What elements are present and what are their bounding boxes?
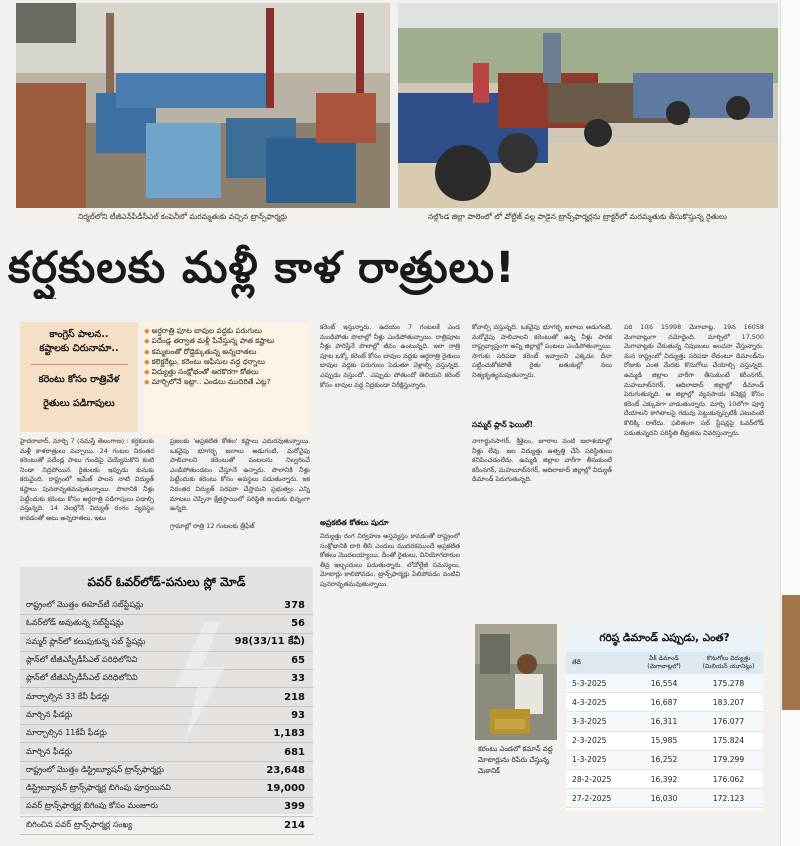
highlights-list xyxy=(144,322,309,434)
power-overload-table xyxy=(20,567,313,831)
power-row-label: రాష్ట్రంలో మొత్తం ఈహెచ్‌టీ సబ్‌స్టేషన్లు xyxy=(26,600,144,610)
power-row-value: 378 xyxy=(284,600,305,612)
photo-caption-right: నల్గొండ జిల్లా పాలెంలో లో వోల్టేజ్‌ వల్ల పాడైన ట్రాన్స్‌ఫార్మర్లను ట్రాక్టర్‌లో మరమ్మతుకు తీసుకొస్తున్న రైతులు xyxy=(428,212,727,221)
demand-purchase-cell: 175.824 xyxy=(712,736,745,746)
kicker-divider xyxy=(30,364,128,365)
power-row-label: మార్చిన ఫీడర్లు xyxy=(26,746,73,756)
power-table-row xyxy=(20,670,313,688)
power-row-label: ఓవర్‌లోడ్‌ అవుతున్న సబ్‌స్టేషన్లు xyxy=(26,618,124,628)
demand-table-title: గరిష్ఠ డిమాండ్‌ ఎప్పుడు, ఎంత? xyxy=(566,624,763,652)
demand-purchase-cell: 176.077 xyxy=(712,716,745,726)
demand-date-cell: 1-3-2025 xyxy=(572,755,607,765)
body-column-4b: నాగార్జునసాగర్‌, శ్రీశైలం, జూరాల వంటి జలాశయాల్లో నీళ్లు లేవు. జల విద్యుత్తు ఉత్పత్తి చేసే పరిస్థితులు కనిపించడంలేదు. ఉమ్మడి జిల్లాల వారీగా తీసుకుంటే కరీంనగర్‌, మహబూబ్‌నగర్‌, ఆదిలాబాద్‌ జిల్లాల్లో విద్యుత్‌ డిమాండ్‌ పెరుగుతున్నది. xyxy=(472,437,612,484)
power-table-row xyxy=(20,798,313,816)
power-row-label: మార్చిన ఫీడర్లు xyxy=(26,709,73,719)
power-row-value: 19,000 xyxy=(266,783,305,795)
demand-peak-cell: 16,554 xyxy=(650,678,678,688)
demand-peak-cell: 15,985 xyxy=(650,736,678,746)
highlight-item: ◆ కమ్మటంతో రోడ్డెక్కుతున్న అన్నదాతలు xyxy=(144,346,257,356)
body-column-3b: విద్యుత్తు రంగ నిర్వహణ అస్తవ్యస్తం కావడంతో రాష్ట్రంలో సంక్షోభానికి దారి తీసి ఎండలు ముదరకముందే అప్రకటిత కోతలు మొదలయ్యాయి. దీంతో రైతులు, వినియోగదారుల తీవ్ర ఇబ్బందులు పడుతున్నారు. లోవోల్టేజీ సమస్యలు, మోటార్లు కాలిపోవడం, ట్రాన్స్‌ఫార్మర్లు పేలిపోవడం వంటివి పునరావృతమవుతున్నాయి. xyxy=(320,532,460,588)
power-table-row xyxy=(20,652,313,670)
demand-purchase-cell: 183.207 xyxy=(712,697,745,707)
body-column-4: కోవాల్సి వస్తున్నది. ఒకవైపు భూగర్భ జలాలు అడుగంటి, మరోవైపు పాలిచాలని కరెంటుతో ఉన్న నీళ్లు పారక రాష్ట్రవ్యాప్తంగా అన్ని జిల్లాల్లో పంటలు ఎండిపోతున్నాయి. సాగుకు సరిపడా కరెంట్‌ ఇవ్వాలని ఎక్కడం దీనా పట్టించుకోకపోతే రైతు బతుకుల్లో నలు నిత్యకృత్యమవుతున్నారు. xyxy=(472,323,612,379)
demand-date-cell: 4-3-2025 xyxy=(572,697,607,707)
adjacent-photo-edge xyxy=(782,595,800,710)
highlight-item: ◆ మార్చిలోనే ఇట్లా.. ఎండలు ముదిరితే ఎట్ల? xyxy=(144,377,271,387)
subhead-unplanned: అప్రకటిత కోతలు షురూ xyxy=(320,518,389,527)
power-row-value: 218 xyxy=(284,691,305,703)
demand-peak-cell: 16,252 xyxy=(650,755,678,765)
highlight-item: ◆ విద్యుత్తు సంక్షోభంతో అరకొరగా కోతలు xyxy=(144,367,259,377)
mechanic-caption: కరంటు ఎండలో కమాన్ వద్ద మోటార్లును రిపేరు చేస్తున్న మెకానిక్ xyxy=(478,745,553,775)
power-table-row xyxy=(20,634,313,652)
header-purchase: కొనుగోలు విద్యుత్తు (మిలియన్‌ యూనిట్లు) xyxy=(702,655,755,670)
demand-date-cell: 3-3-2025 xyxy=(572,716,607,726)
power-row-value: 65 xyxy=(291,655,305,667)
power-row-label: పవర్‌ ట్రాన్స్‌ఫార్మర్ల బిగింపు కోసం మంజూరు xyxy=(26,801,158,811)
power-row-label: డిస్ట్రిబ్యూషన్‌ ట్రాన్స్‌ఫార్మర్ల బిగింపు పూర్తయినవి xyxy=(26,783,171,793)
power-table-row xyxy=(20,707,313,725)
power-table-row xyxy=(20,688,313,706)
power-row-value: 56 xyxy=(291,618,305,630)
header-date: తేదీ xyxy=(572,659,581,666)
demand-date-cell: 2-3-2025 xyxy=(572,736,607,746)
highlight-item: ◆ అర్ధరాత్రి పూట బావుల వద్దకు పరుగులు xyxy=(144,326,263,335)
power-table-row xyxy=(20,615,313,633)
demand-table-row xyxy=(566,693,763,712)
lightning-icon xyxy=(170,622,230,742)
mechanic-photo xyxy=(475,624,557,740)
power-row-value: 93 xyxy=(291,709,305,721)
demand-purchase-cell: 175.278 xyxy=(712,678,745,688)
power-row-value: 1,183 xyxy=(273,728,305,740)
header-peak-demand: పీక్‌ డిమాండ్‌ (మెగావాట్లలో) xyxy=(647,655,681,670)
power-table-row xyxy=(20,743,313,761)
adjacent-column-edge xyxy=(780,0,800,846)
demand-peak-cell: 16,030 xyxy=(650,793,678,803)
power-row-label: ప్లాన్‌లో టీజీఎస్పీడీసీఎల్‌ పరిధిలోనివి xyxy=(26,655,138,665)
power-table-row xyxy=(20,780,313,798)
demand-peak-cell: 16,687 xyxy=(650,697,678,707)
power-row-label: మార్చాల్సిన 33 కేవీ ఫీడర్లు xyxy=(26,691,110,701)
demand-table-row xyxy=(566,751,763,770)
demand-table-row xyxy=(566,712,763,731)
power-table-row xyxy=(20,817,313,835)
demand-purchase-cell: 176.062 xyxy=(712,774,745,784)
tractor-farmers-photo xyxy=(398,3,778,208)
demand-date-cell: 5-3-2025 xyxy=(572,678,607,688)
kicker-line-4: రైతులు పడిగాపులు xyxy=(43,398,115,409)
power-row-value: 98(33/11 కేవీ) xyxy=(234,636,305,648)
peak-demand-table xyxy=(566,624,763,810)
demand-date-cell: 27-2-2025 xyxy=(572,793,612,803)
power-table-row xyxy=(20,597,313,615)
highlight-item: ◆ పదేండ్ల తర్వాత మళ్లీ పేనేస్తున్న పాత కష్టాలు xyxy=(144,336,275,346)
transformer-yard-photo xyxy=(16,3,390,208)
demand-table-row xyxy=(566,789,763,808)
kicker-line-3: కరెంటు కోసం రాత్రివేళ xyxy=(38,374,120,385)
demand-table-header xyxy=(566,652,763,674)
power-table-row xyxy=(20,762,313,780)
kicker-line-2: కష్టాలకు చిరునామా.. xyxy=(39,343,119,354)
power-row-label: సమ్మర్‌ ప్లాన్‌లో కలుపుకున్న సబ్‌ స్టేషన్లు xyxy=(26,636,146,646)
demand-date-cell: 28-2-2025 xyxy=(572,774,612,784)
demand-peak-cell: 16,311 xyxy=(650,716,678,726)
subhead-summer-plan: సమ్మర్‌ ప్లాన్‌ ఫెయిల్‌! xyxy=(472,420,534,429)
power-row-value: 214 xyxy=(284,819,305,831)
power-row-value: 23,648 xyxy=(266,764,305,776)
body-column-3: కరెంట్‌ ఇస్తున్నారు. ఉదయం 7 గంటలకే ఎండ మండిపోతు పొలాల్లో నీళ్లు ఎండిపోతున్నాయి. రాత్రిపూట నీళ్లు పారిస్తేనే పొలాల్లో జీవం ఉంటున్నది. ఇలా రాత్రి పూట ఒక్కో కరెంట్‌ కోసం బావుల వద్దకు అర్ధరాత్రి రైతులు బావుల వద్దకు పరుగులు పెడుతూ వెళ్లాల్సి వస్తున్నది. ఎప్పుడు వస్తుందో.. ఎప్పుడు పోతుందో తెలియని కరెంట్‌ కోసం బావుల వద్ద నిద్రకుండా నిరీక్షిస్తున్నారు. xyxy=(320,323,460,389)
highlight-item: ◆ కలెక్టరేట్లు, కరెంటు ఆఫీసుల వద్ద ధర్నాలు xyxy=(144,356,266,366)
demand-table-row xyxy=(566,732,763,751)
power-row-label: రాష్ట్రంలో మొత్తం డిస్ట్రిబ్యూషన్‌ ట్రాన్స్‌ఫార్మర్లు xyxy=(26,764,164,774)
demand-table-row xyxy=(566,674,763,693)
demand-purchase-cell: 179.299 xyxy=(712,755,745,765)
power-table-row xyxy=(20,725,313,743)
body-column-2: ప్రజలకు 'అప్రకటిత కోతల' కష్టాలు ఎదురవుతున్నాయి. ఒకవైపు భూగర్భ జలాలు అడుగంటి, మరోవైపు పాలిచాలని కరెంటుతో పంటలను నిల్వరించే ఎండిపోతుండటం చేస్తూనే ఉన్నారు. పొలానికి నీళ్లు పెట్టేందుకు కరెంటు కోసం అవస్థలు పడుతున్నారు. ఇక నిరంతర విద్యుత్‌ సరఫరా చేస్తామని ప్రభుత్వం ఎన్ని మాటలు చెప్పినా క్షేత్రస్థాయిలో పరిస్థితి ఇందుకు భిన్నంగా ఉన్నది. గ్రామాల్లో రాత్రి 12 గంటలకు త్రీఫేజ్‌ xyxy=(170,437,310,530)
power-table-title: పవర్‌ ఓవర్‌లోడ్‌-పనులు స్లో మోడ్‌ xyxy=(87,575,246,589)
demand-peak-cell: 16,392 xyxy=(650,774,678,784)
demand-purchase-cell: 172.123 xyxy=(712,793,745,803)
kicker-box xyxy=(20,322,138,432)
body-column-5: పరి 10న 15998 మెగావాట్ల, 19న 16058 మెగావాట్లుగా నమోదైంది. మార్చిలో 17,500 మెగావాట్లకు చేరుతున్న నిపుణులు అంచనా వేస్తున్నారు. మన రాష్ట్రంలో విద్యుత్తు సరిపడా లేదంటూ డిమాండ్‌ను రోజుకు ఎంత మేరకు కొనుగోలు చేయాల్సి వస్తున్నది. ఉమ్మడి జిల్లాల వారీగా తీసుకుంటే కరీంనగర్‌, మహబూబ్‌నగర్‌, ఆదిలాబాద్‌ జిల్లాల్లో డిమాండ్‌ పెరుగుతున్నది. ఆ జిల్లాల్లో వ్యవసాయ కనెక్షన్ల కోసం కరెంట్‌ ఎక్కువగా వాడుతున్నారు. మార్చి 10లోగా పూర్తి దేయాలని కాగితాలపై గడువు పెట్టుకున్నప్పటికీ ఎటువంటి కొలిక్కి రాలేదు. ఫలితంగా సబ్‌ స్టేషన్లపై ఓవర్‌లోడ్‌ పడుతున్నదని పరిస్థితి తీవ్రతను వివరిస్తున్నారు. xyxy=(624,323,764,437)
power-row-label: ప్లాన్‌లో టీజీఎన్పీడీసీఎల్‌ పరిధిలోనివి xyxy=(26,673,138,683)
power-row-value: 681 xyxy=(284,746,305,758)
power-row-value: 33 xyxy=(291,673,305,685)
demand-table-row xyxy=(566,770,763,789)
headline: కర్షకులకు మళ్లీ కాళ రాత్రులు! xyxy=(8,243,516,293)
photo-caption-left: నిర్మల్‌లోని టీజీఎన్‌పీడీసీఎల్‌ కంపెనీలో మరమ్మతుకు వచ్చిన ట్రాన్స్‌ఫార్మర్లు xyxy=(78,212,288,221)
power-row-label: బిగించిన పవర్‌ ట్రాన్స్‌ఫార్మర్ల సంఖ్య xyxy=(26,819,133,829)
kicker-line-1: కాంగ్రెస్‌ పాలన.. xyxy=(49,329,109,340)
body-column-1: హైదరాబాద్‌, మార్చి 7 (నమస్తే తెలంగాణ) : కర్షకులకు మళ్లీ కాళరాత్రులు వచ్చాయి. 24 గంటల నిరంతర కరెంటుతో పదేండ్ల పాటు గుండెపై చెయ్యేసుకొని కంటి నిండా నిద్రపోయిన రైతులకు ఇప్పుడు కునుకు కరువైంది. రాష్ట్రంలో ఇమేజ్‌ పాలన నాటి విద్యుత్‌ కష్టాలు పునరావృతమవుతున్నాయి. పొలానికి నీళ్లు పెట్టేందుకు కరెంటు కోసం అర్ధరాత్రి పడిగాపులు పడాల్సి వస్తున్నది. 14 నెలల్లోనే విద్యుత్‌ రంగం వ్యవస్థం కావడంతో అటు అన్నదాతలు, ఇటు xyxy=(20,437,154,522)
power-row-value: 399 xyxy=(284,801,305,813)
power-row-label: మార్చాల్సిన 11కేవీ ఫీడర్లు xyxy=(26,728,107,738)
